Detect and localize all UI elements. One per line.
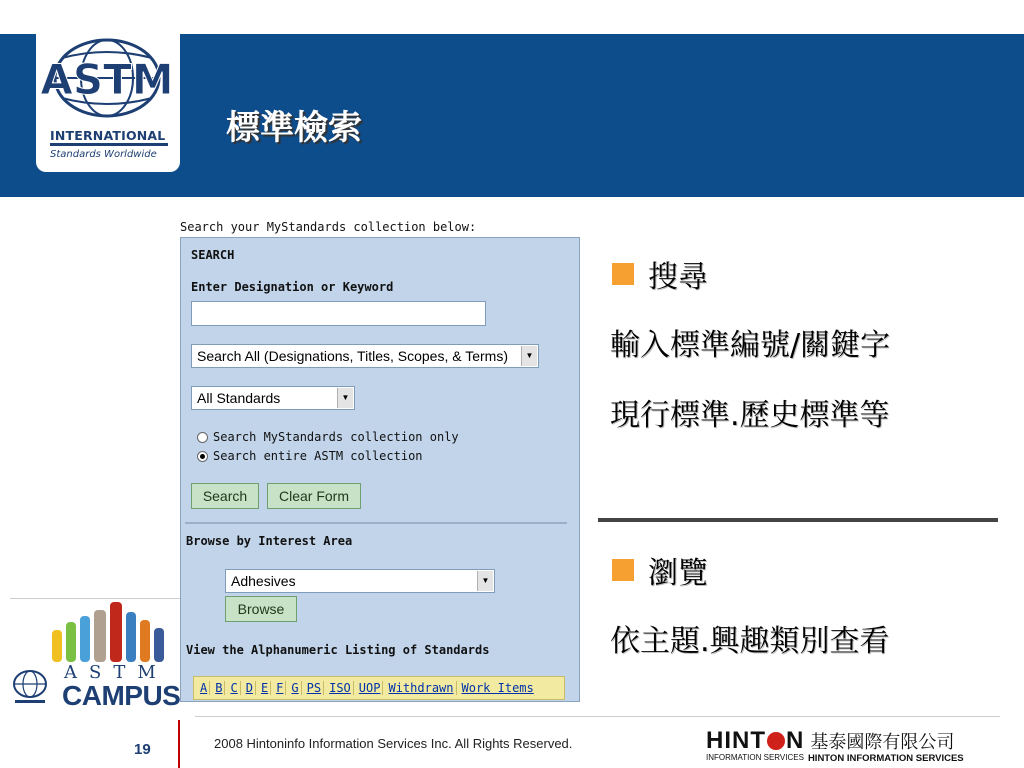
alpha-link-withdrawn[interactable]: Withdrawn: [386, 681, 456, 695]
bullet-browse-title: 瀏覽: [648, 556, 708, 591]
hinton-sub-en: INFORMATION SERVICES: [706, 753, 804, 762]
hinton-logo: [706, 727, 964, 764]
search-section-label: SEARCH: [191, 248, 235, 262]
clear-form-button[interactable]: Clear Form: [267, 483, 361, 509]
campus-astm-letters: ASTM: [64, 662, 168, 683]
hinton-red-dot-icon: [767, 732, 785, 750]
hinton-word-post: N: [786, 727, 805, 754]
bullet-browse: [612, 548, 708, 592]
chevron-down-icon[interactable]: ▼: [477, 571, 493, 591]
form-divider: [185, 522, 567, 524]
bullet-square-icon: [612, 263, 634, 285]
campus-divider: [10, 598, 180, 599]
section-divider: [598, 518, 998, 522]
astm-globe-icon: [40, 38, 174, 118]
astm-logo-name: INTERNATIONAL: [50, 128, 166, 143]
radio-entire-row[interactable]: [197, 449, 423, 463]
standards-type-value: All Standards: [197, 390, 281, 406]
radio-mystandards[interactable]: [197, 432, 208, 443]
chevron-down-icon[interactable]: ▼: [337, 388, 353, 408]
keyword-label: Enter Designation or Keyword: [191, 280, 394, 294]
radio-mystandards-row[interactable]: [197, 430, 459, 444]
radio-entire-astm[interactable]: [197, 451, 208, 462]
alpha-link-c[interactable]: C: [228, 681, 240, 695]
hinton-word-pre: HINT: [706, 727, 766, 754]
footer-red-divider: [178, 720, 180, 768]
bullet-search-title: 搜尋: [648, 260, 708, 295]
hinton-sub-brand: HINTON INFORMATION SERVICES: [807, 753, 964, 764]
page-number: 19: [134, 741, 151, 758]
browse-button[interactable]: Browse: [225, 596, 297, 622]
alpha-link-ps[interactable]: PS: [305, 681, 324, 695]
bullet-square-icon: [612, 559, 634, 581]
alpha-link-iso[interactable]: ISO: [327, 681, 354, 695]
form-caption: Search your MyStandards collection below:: [180, 220, 477, 234]
alpha-link-d[interactable]: D: [244, 681, 256, 695]
mini-astm-globe-icon: [12, 668, 48, 708]
chevron-down-icon[interactable]: ▼: [521, 346, 537, 366]
keyword-input[interactable]: [191, 301, 486, 326]
logo-divider: [50, 143, 168, 146]
search-form-panel: [180, 237, 580, 702]
hinton-chinese-name: 基泰國際有限公司: [810, 732, 955, 753]
radio-entire-label: Search entire ASTM collection: [213, 449, 423, 463]
bullet-browse-line1: 依主題.興趣類別查看: [610, 624, 890, 659]
alpha-link-work-items[interactable]: Work Items: [461, 681, 534, 695]
raised-hands-icon: [48, 600, 174, 662]
alpha-link-e[interactable]: E: [259, 681, 271, 695]
interest-area-select[interactable]: [225, 569, 495, 593]
alpha-link-uop[interactable]: UOP: [357, 681, 384, 695]
alpha-link-g[interactable]: G: [289, 681, 301, 695]
interest-area-value: Adhesives: [231, 573, 296, 589]
alpha-link-a[interactable]: A: [198, 681, 210, 695]
bullet-search-line2: 現行標準.歷史標準等: [610, 398, 890, 433]
search-scope-value: Search All (Designations, Titles, Scopes, & Terms): [197, 348, 508, 364]
alpha-links-bar: [193, 676, 565, 700]
standards-type-select[interactable]: [191, 386, 355, 410]
astm-logo-tagline: Standards Worldwide: [50, 149, 157, 160]
astm-logo: [36, 22, 180, 172]
browse-heading: Browse by Interest Area: [186, 534, 353, 548]
footer-divider: [195, 716, 1000, 717]
radio-mystandards-label: Search MyStandards collection only: [213, 430, 459, 444]
search-button[interactable]: Search: [191, 483, 259, 509]
astm-mark: ASTM: [40, 55, 174, 104]
alpha-link-b[interactable]: B: [213, 681, 225, 695]
page-title: 標準檢索: [226, 108, 362, 148]
bullet-search-line1: 輸入標準編號/關鍵字: [610, 328, 891, 363]
search-scope-select[interactable]: [191, 344, 539, 368]
bullet-search: [612, 252, 708, 296]
copyright-text: 2008 Hintoninfo Information Services Inc. All Rights Reserved.: [214, 736, 573, 751]
alpha-listing-heading: View the Alphanumeric Listing of Standards: [186, 643, 490, 657]
campus-word: CAMPUS: [62, 680, 181, 711]
alpha-link-f[interactable]: F: [274, 681, 286, 695]
